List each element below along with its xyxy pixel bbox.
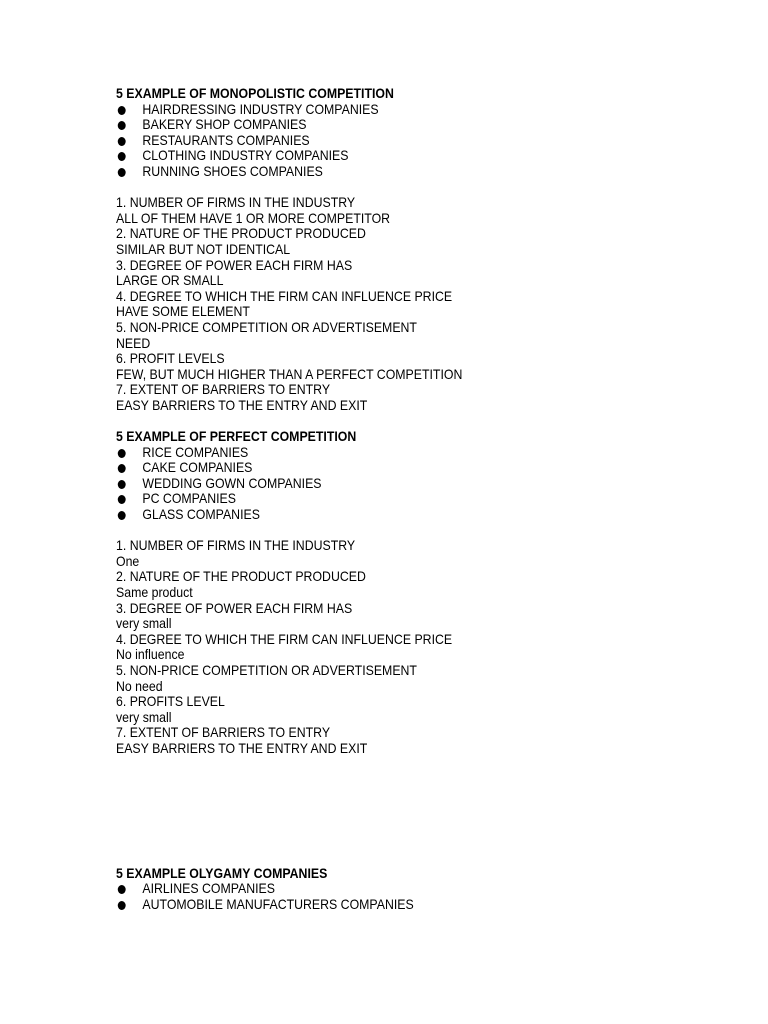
answer-text: FEW, BUT MUCH HIGHER THAN A PERFECT COMPETITION — [116, 365, 463, 382]
answer-text: HAVE SOME ELEMENT — [116, 303, 250, 320]
answer-text: very small — [116, 708, 172, 725]
bullet-icon — [118, 511, 126, 520]
answer-text: ALL OF THEM HAVE 1 OR MORE COMPETITOR — [116, 209, 391, 226]
perfect-section — [116, 429, 716, 756]
bullet-icon — [118, 137, 126, 146]
bullet-icon — [118, 121, 126, 130]
list-item: AIRLINES COMPANIES — [116, 881, 644, 897]
section-heading: 5 EXAMPLE OLYGAMY COMPANIES — [116, 864, 328, 881]
answer-text: SIMILAR BUT NOT IDENTICAL — [116, 240, 291, 257]
spacer — [116, 180, 716, 196]
spacer — [116, 523, 716, 539]
list-item: GLASS COMPANIES — [116, 507, 644, 523]
bullet-list — [116, 445, 716, 523]
answer-text: EASY BARRIERS TO THE ENTRY AND EXIT — [116, 396, 368, 413]
section-heading: 5 EXAMPLE OF MONOPOLISTIC COMPETITION — [116, 85, 394, 101]
list-item: RICE COMPANIES — [116, 445, 644, 461]
criterion-text: 7. EXTENT OF BARRIERS TO ENTRY — [116, 381, 331, 398]
answer-text: very small — [116, 615, 172, 632]
list-item: WEDDING GOWN COMPANIES — [116, 476, 644, 492]
criterion-text: 1. NUMBER OF FIRMS IN THE INDUSTRY — [116, 194, 356, 211]
criterion-text: 2. NATURE OF THE PRODUCT PRODUCED — [116, 225, 366, 242]
characteristics-list — [116, 538, 716, 756]
monopolistic-section — [116, 86, 716, 413]
criterion-text: 2. NATURE OF THE PRODUCT PRODUCED — [116, 568, 366, 585]
bullet-icon — [118, 480, 126, 489]
criterion-text: 6. PROFIT LEVELS — [116, 350, 225, 367]
spacer — [116, 757, 716, 866]
bullet-icon — [118, 449, 126, 458]
list-item: RESTAURANTS COMPANIES — [116, 133, 644, 149]
criterion-text: 3. DEGREE OF POWER EACH FIRM HAS — [116, 599, 353, 616]
answer-text: NEED — [116, 334, 151, 351]
spacer — [116, 413, 716, 429]
characteristics-list — [116, 195, 716, 413]
bullet-icon — [118, 495, 126, 504]
list-item: PC COMPANIES — [116, 491, 644, 507]
answer-text: Same product — [116, 584, 193, 600]
list-item: AUTOMOBILE MANUFACTURERS COMPANIES — [116, 897, 644, 913]
answer-text: No need — [116, 677, 163, 694]
document-page — [116, 86, 716, 912]
bullet-icon — [118, 901, 126, 910]
list-item: HAIRDRESSING INDUSTRY COMPANIES — [116, 102, 644, 118]
criterion-text: 4. DEGREE TO WHICH THE FIRM CAN INFLUENCE PRICE — [116, 287, 453, 304]
criterion-text: 5. NON-PRICE COMPETITION OR ADVERTISEMENT — [116, 661, 417, 678]
list-item: RUNNING SHOES COMPANIES — [116, 164, 644, 180]
bullet-list — [116, 881, 716, 912]
criterion-text: 5. NON-PRICE COMPETITION OR ADVERTISEMENT — [116, 318, 417, 335]
bullet-icon — [118, 152, 126, 161]
bullet-icon — [118, 168, 126, 177]
criterion-text: 3. DEGREE OF POWER EACH FIRM HAS — [116, 256, 353, 273]
oligopoly-section — [116, 866, 716, 913]
criterion-text: 4. DEGREE TO WHICH THE FIRM CAN INFLUENCE PRICE — [116, 630, 453, 647]
answer-text: EASY BARRIERS TO THE ENTRY AND EXIT — [116, 739, 368, 756]
section-heading: 5 EXAMPLE OF PERFECT COMPETITION — [116, 428, 357, 445]
criterion-text: 7. EXTENT OF BARRIERS TO ENTRY — [116, 724, 331, 741]
bullet-icon — [118, 464, 126, 473]
list-item: BAKERY SHOP COMPANIES — [116, 117, 644, 133]
bullet-list — [116, 102, 716, 180]
answer-text: One — [116, 552, 140, 569]
list-item: CAKE COMPANIES — [116, 460, 644, 476]
answer-text: No influence — [116, 646, 185, 663]
criterion-text: 1. NUMBER OF FIRMS IN THE INDUSTRY — [116, 537, 356, 554]
criterion-text: 6. PROFITS LEVEL — [116, 693, 225, 710]
bullet-icon — [118, 885, 126, 894]
bullet-icon — [118, 106, 126, 115]
answer-text: LARGE OR SMALL — [116, 272, 224, 289]
list-item: CLOTHING INDUSTRY COMPANIES — [116, 148, 644, 164]
